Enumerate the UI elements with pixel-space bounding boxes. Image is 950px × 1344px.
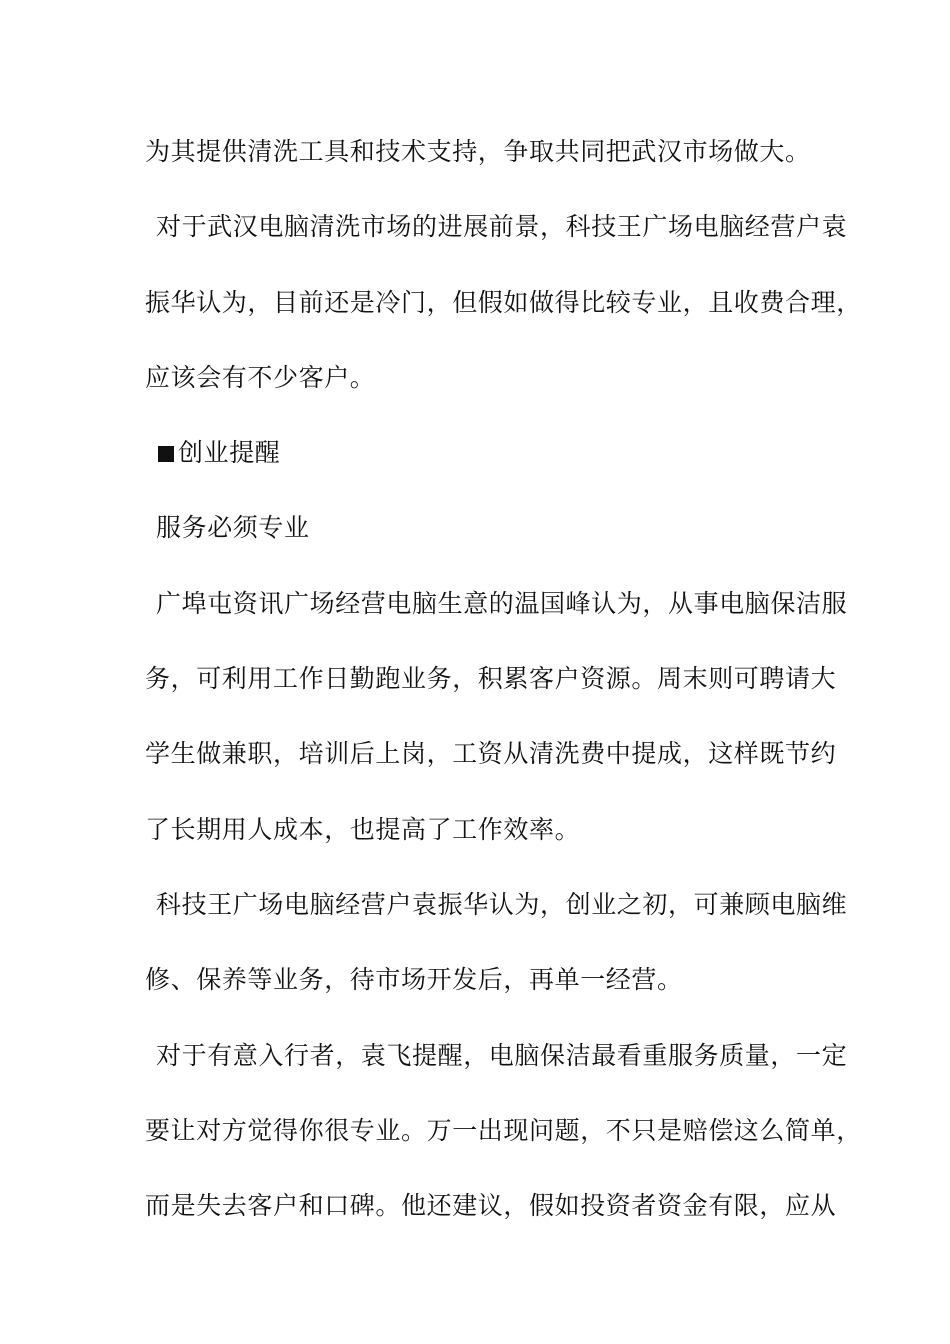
paragraph-line: 应该会有不少客户。 [145, 362, 376, 392]
paragraph-line: 振华认为，目前还是冷门，但假如做得比较专业，且收费合理， [145, 287, 862, 317]
section-heading [145, 429, 825, 504]
document-body [145, 128, 862, 1257]
paragraph-line: 对于有意入行者，袁飞提醒，电脑保洁最看重服务质量，一定 [156, 1040, 848, 1070]
paragraph-line: 为其提供清洗工具和技术支持，争取共同把武汉市场做大。 [145, 137, 811, 166]
paragraph-line: 要让对方觉得你很专业。万一出现问题，不只是赔偿这么简单， [145, 1115, 862, 1145]
section-heading-label: 创业提醒 [178, 438, 281, 468]
paragraph-line: 科技王广场电脑经营户袁振华认为，创业之初，可兼顾电脑维 [156, 889, 848, 919]
paragraph-line: 修、保养等业务，待市场开发后，再单一经营。 [145, 965, 683, 995]
paragraph-line: 务，可利用工作日勤跑业务，积累客户资源。周末则可聘请大 [145, 664, 837, 694]
black-square-icon [158, 446, 174, 462]
paragraph-line: 学生做兼职，培训后上岗，工资从清洗费中提成，这样既节约 [145, 739, 837, 769]
paragraph-line: 了长期用人成本，也提高了工作效率。 [145, 814, 581, 844]
paragraph-line: 而是失去客户和口碑。他还建议，假如投资者资金有限，应从 [145, 1191, 837, 1221]
subheading: 服务必须专业 [156, 513, 310, 543]
paragraph-line: 对于武汉电脑清洗市场的进展前景，科技王广场电脑经营户袁 [156, 212, 848, 242]
paragraph-line: 广埠屯资讯广场经营电脑生意的温国峰认为，从事电脑保洁服 [156, 588, 848, 618]
